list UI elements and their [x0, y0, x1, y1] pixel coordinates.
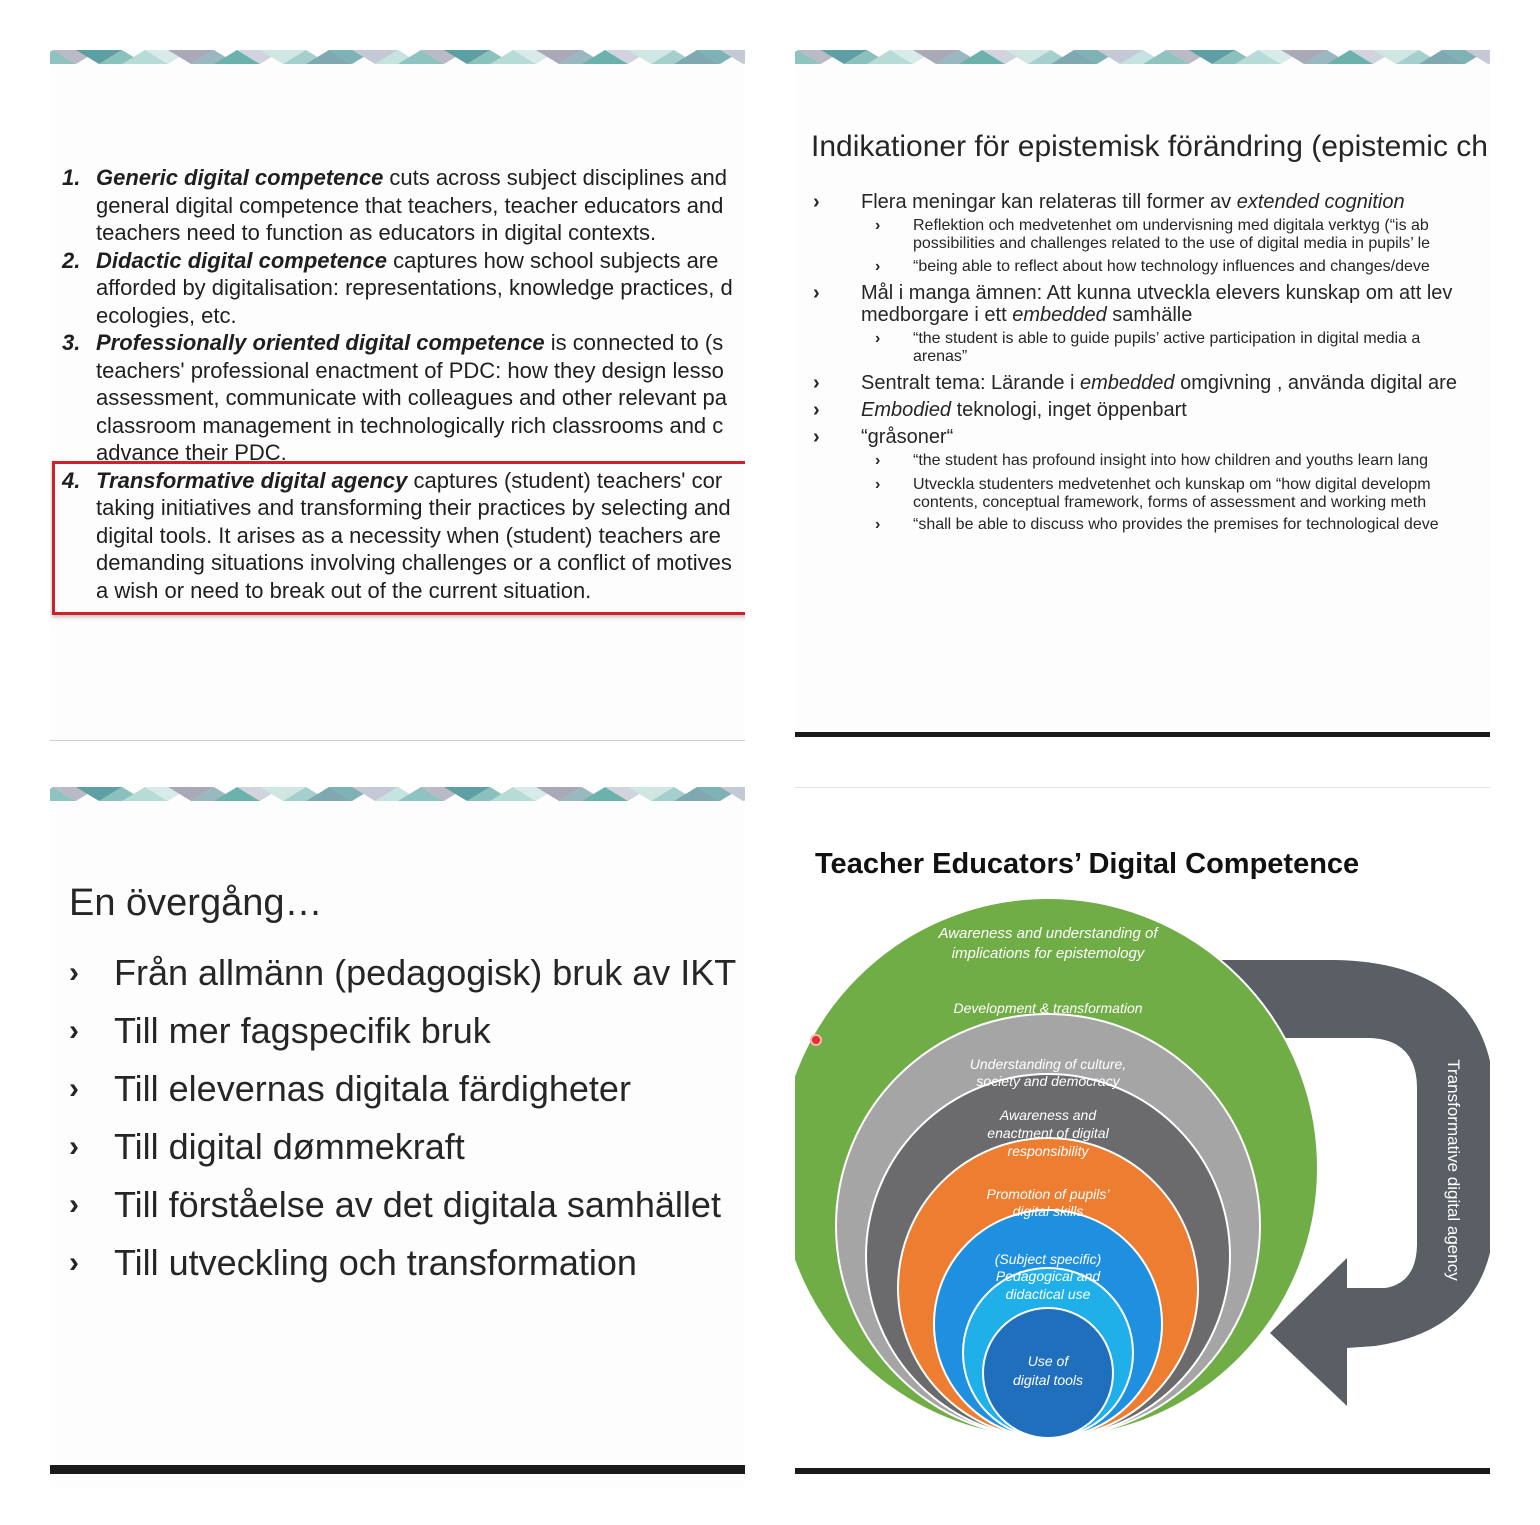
item-number: 3. — [62, 330, 81, 355]
ring-label: society and democracy — [976, 1073, 1120, 1089]
slide-bottom-bar — [795, 732, 1490, 737]
decorative-triangle-band — [795, 50, 1490, 64]
bullet-text: Sentralt tema: Lärande i — [861, 372, 1081, 394]
bullet-text: omgivning , använda digital are — [1174, 372, 1457, 394]
item-text: teachers' professional enactment of PDC: how they design lesso — [96, 357, 724, 383]
chevron-right-icon: › — [69, 1246, 79, 1279]
slide-transition — [50, 787, 745, 1487]
bullet-text: “gråsoner“ — [861, 426, 954, 448]
slide-bottom-bar — [50, 1465, 745, 1474]
chevron-right-icon: › — [875, 258, 881, 275]
chevron-right-icon: › — [813, 282, 820, 304]
item-text: Till utveckling och transformation — [114, 1242, 637, 1283]
sub-bullet-text: “the student is able to guide pupils’ active participation in digital media a — [913, 330, 1421, 347]
decorative-triangle-band — [50, 787, 745, 801]
chevron-right-icon: › — [813, 399, 820, 421]
item-text: digital tools. It arises as a necessity when (student) teachers are — [96, 522, 721, 548]
item-text: is connected to (s — [544, 330, 724, 355]
ring-label: Use of — [1027, 1353, 1069, 1369]
ring-label: implications for epistemology — [951, 945, 1145, 962]
pointer-dot — [810, 1034, 822, 1046]
slide-teacher-educators-competence — [795, 787, 1490, 1488]
ring-label: responsibility — [1007, 1143, 1089, 1159]
chevron-right-icon: › — [813, 426, 820, 448]
chevron-right-icon: › — [69, 1014, 79, 1047]
competence-rings-diagram — [795, 788, 1490, 1488]
item-text: advance their PDC. — [96, 440, 287, 465]
item-text: taking initiatives and transforming their practices by selecting and — [96, 495, 731, 520]
item-text: demanding situations involving challenges or a conflict of motives — [96, 550, 732, 575]
item-term: Generic digital competence — [96, 165, 384, 190]
item-text: teachers need to function as educators in digital contexts. — [96, 220, 657, 245]
chevron-right-icon: › — [875, 476, 881, 493]
item-term: Didactic digital competence — [96, 247, 387, 273]
slide-title: En övergång… — [69, 882, 323, 924]
chevron-right-icon: › — [875, 452, 881, 469]
item-text: Till elevernas digitala färdigheter — [114, 1068, 631, 1109]
bullet-text: Flera meningar kan relateras till former av — [861, 191, 1237, 213]
slide-epistemic-change — [795, 50, 1490, 740]
competence-item-3 — [62, 329, 745, 467]
ring-label: Understanding of culture, — [969, 1056, 1127, 1072]
bullet-emphasis: embedded — [1080, 372, 1175, 394]
decorative-triangle-band — [50, 50, 745, 64]
item-text: afforded by digitalisation: representations, knowledge practices, d — [96, 275, 733, 300]
chevron-right-icon: › — [69, 1188, 79, 1221]
bullet-text: medborgare i ett — [861, 304, 1013, 326]
slide-title: Indikationer för epistemisk förändring (epistemic ch — [811, 130, 1488, 163]
item-text: assessment, communicate with colleagues and other relevant pa — [96, 385, 728, 410]
item-text: classroom management in technologically rich classrooms and c — [96, 412, 724, 438]
competence-item-1 — [62, 164, 745, 247]
item-number: 4. — [62, 467, 81, 493]
item-text: a wish or need to break out of the current situation. — [96, 577, 592, 603]
ring-label: Promotion of pupils’ — [986, 1186, 1110, 1202]
chevron-right-icon: › — [875, 330, 881, 347]
ring-label: didactical use — [1005, 1286, 1091, 1302]
competence-item-2 — [62, 247, 745, 330]
chevron-right-icon: › — [813, 191, 820, 213]
item-text: cuts across subject disciplines and — [383, 165, 727, 190]
item-term: Professionally oriented digital competence — [96, 330, 545, 355]
item-text: ecologies, etc. — [96, 302, 237, 328]
bullet-emphasis: Embodied — [861, 399, 952, 421]
chevron-right-icon: › — [875, 217, 881, 234]
item-text: Till mer fagspecifik bruk — [114, 1010, 491, 1051]
ring-label: Awareness and understanding of — [938, 925, 1158, 942]
slide-digital-competence-definitions — [50, 50, 745, 741]
item-text: Till digital dømmekraft — [114, 1126, 465, 1167]
bullet-text: teknologi, inget öppenbart — [951, 399, 1187, 421]
ring-label: Development & transformation — [953, 1000, 1143, 1016]
chevron-right-icon: › — [69, 1130, 79, 1163]
sub-bullet-text: possibilities and challenges related to the use of digital media in pupils’ le — [913, 235, 1431, 252]
item-number: 1. — [62, 165, 81, 190]
item-text: captures (student) teachers' cor — [407, 467, 723, 493]
bullet-emphasis: extended cognition — [1236, 191, 1405, 213]
sub-bullet-text: “being able to reflect about how technology influences and changes/deve — [913, 258, 1430, 275]
sub-bullet-text: Utveckla studenters medvetenhet och kunskap om “how digital developm — [913, 476, 1431, 493]
ring-label: (Subject specific) — [994, 1251, 1102, 1267]
item-text: Från allmänn (pedagogisk) bruk av IKT — [114, 952, 737, 993]
item-term: Transformative digital agency — [96, 467, 408, 493]
ring-label: enactment of digital — [987, 1125, 1109, 1141]
bullet-text: Mål i manga ämnen: Att kunna utveckla elevers kunskap om att lev — [861, 282, 1453, 304]
ring-label: Pedagogical and — [995, 1268, 1101, 1284]
sub-bullet-text: “shall be able to discuss who provides the premises for technological deve — [913, 516, 1439, 533]
highlight-box — [52, 461, 745, 615]
ring-label: Awareness and — [999, 1107, 1097, 1123]
slide-bottom-bar — [795, 1468, 1490, 1474]
item-text: general digital competence that teachers, teacher educators and — [96, 192, 724, 218]
chevron-right-icon: › — [69, 956, 79, 989]
item-text: captures how school subjects are — [386, 247, 719, 273]
ring-label: digital tools — [1012, 1372, 1084, 1388]
sub-bullet-text: Reflektion och medvetenhet om undervisning med digitala verktyg (“is ab — [913, 217, 1429, 234]
slide-title: Teacher Educators’ Digital Competence — [815, 848, 1360, 880]
item-number: 2. — [62, 247, 81, 273]
bullet-emphasis: embedded — [1012, 304, 1107, 326]
ring-label: digital skills — [1012, 1203, 1084, 1219]
transformative-agency-label: Transformative digital agency — [1444, 1059, 1463, 1281]
chevron-right-icon: › — [813, 372, 820, 394]
bullet-text: samhälle — [1106, 304, 1193, 326]
chevron-right-icon: › — [875, 516, 881, 533]
sub-bullet-text: “the student has profound insight into how children and youths learn lang — [913, 452, 1429, 469]
sub-bullet-text: arenas” — [913, 348, 968, 365]
item-text: Till förståelse av det digitala samhället — [114, 1184, 721, 1225]
sub-bullet-text: contents, conceptual framework, forms of assessment and working meth — [913, 494, 1427, 511]
chevron-right-icon: › — [69, 1072, 79, 1105]
